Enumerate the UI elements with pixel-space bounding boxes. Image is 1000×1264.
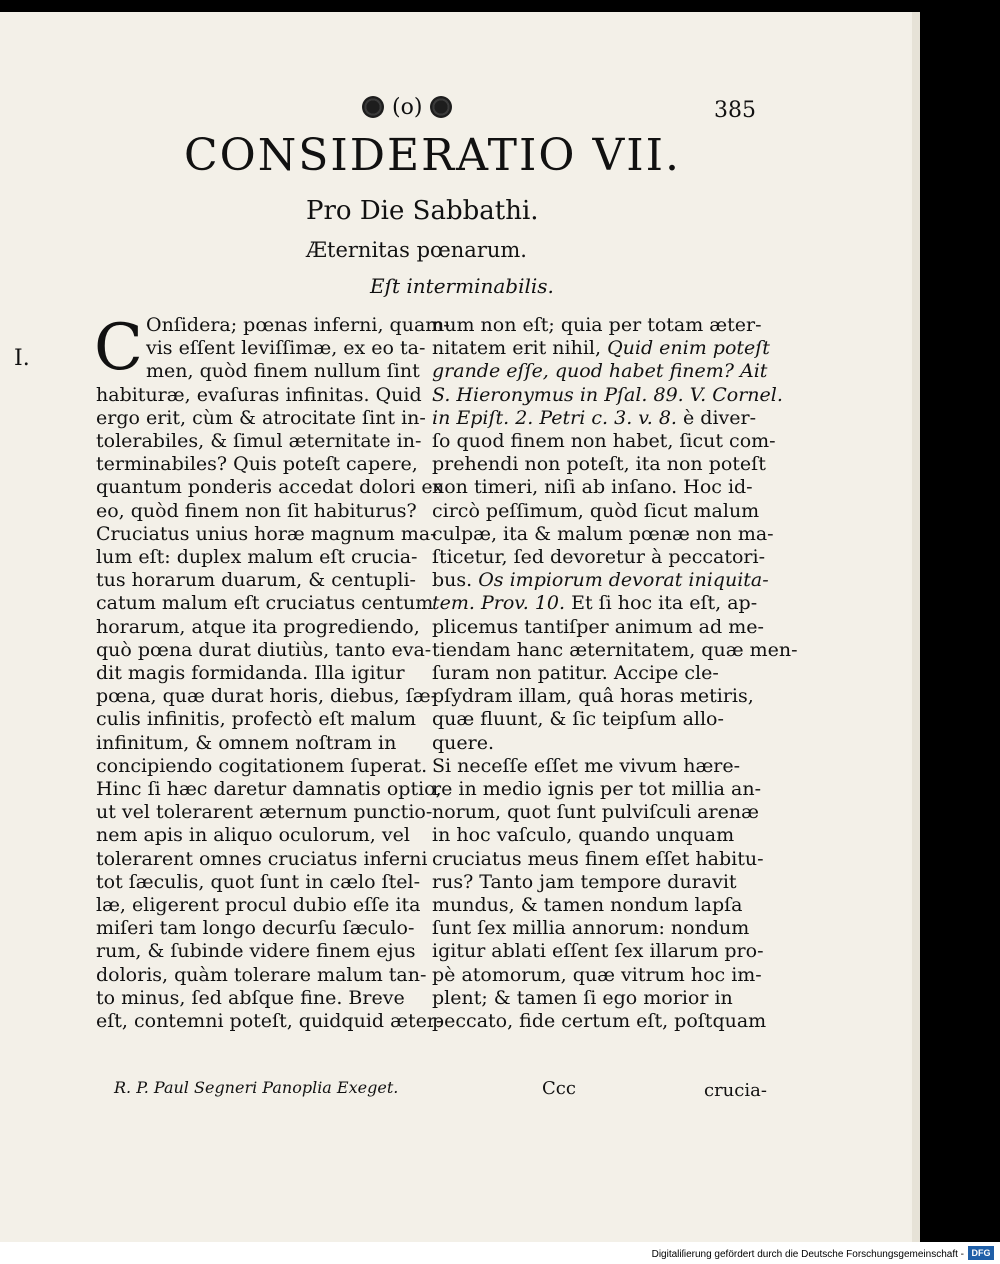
text-segment: num non eſt; quia per totam æter-: [432, 314, 762, 336]
text-line: ergo erit, cùm & atrocitate ſint in-: [96, 406, 426, 429]
page-header: [362, 92, 502, 122]
rosette-left-icon: [362, 96, 384, 118]
text-line: [432, 569, 769, 592]
text-segment: pè atomorum, quæ vitrum hoc im-: [432, 963, 762, 986]
text-line: dit magis formidanda. Illa igitur: [96, 662, 405, 685]
text-segment: plicemus tantiſper animum ad me-: [432, 615, 764, 638]
text-segment: ſticetur, ſed devoretur à peccatori-: [432, 546, 765, 569]
text-segment: è diver-: [676, 406, 757, 429]
text-line: [432, 848, 762, 871]
text-segment: peccato, fide certum eſt, poſtquam: [432, 1010, 767, 1033]
text-line: [432, 616, 762, 639]
text-segment: plent; & tamen ſi ego morior in: [432, 986, 733, 1009]
text-line: tolerarent omnes cruciatus inferni: [96, 847, 428, 870]
text-line: eo, quòd finem non ſit habiturus?: [96, 499, 417, 522]
text-line: [432, 824, 762, 847]
text-segment: igitur ablati eſſent ſex illarum pro-: [432, 940, 764, 963]
text-segment: rus? Tanto jam tempore duravit: [432, 870, 737, 893]
text-line: eſt, contemni poteſt, quidquid æter-: [96, 1010, 443, 1033]
text-segment: ſuram non patitur. Accipe cle-: [432, 662, 719, 685]
text-line: [432, 917, 762, 940]
digitization-footer: [0, 1242, 1000, 1264]
text-segment: grande eſſe, quod habet finem? Ait: [432, 360, 768, 383]
text-line: lum eſt: duplex malum eſt crucia-: [96, 546, 418, 569]
text-line: nem apis in aliquo oculorum, vel: [96, 824, 410, 847]
book-page: [0, 12, 920, 1242]
digitization-text: Digitaliſierung gefördert durch die Deutsche Forschungsgemeinschaft -: [651, 1249, 964, 1260]
text-line: [432, 522, 774, 546]
text-line: terminabiles? Quis poteſt capere,: [96, 453, 418, 476]
text-line: [432, 476, 762, 499]
subtitle: Pro Die Sabbathi.: [306, 196, 539, 226]
text-line: [432, 732, 762, 755]
text-line: [432, 337, 770, 360]
text-line: infinitum, & omnem noſtram in: [96, 731, 397, 754]
text-line: [432, 755, 762, 778]
text-segment: in Epiſt. 2. Petri c. 3. v. 8.: [432, 406, 677, 429]
text-line: [432, 500, 762, 523]
text-line: to minus, ſed abſque fine. Breve: [96, 986, 405, 1009]
text-line: tot ſæculis, quot ſunt in cælo ſtel-: [96, 870, 421, 893]
text-line: læ, eligerent procul dubio eſſe ita: [96, 894, 421, 917]
text-line: [432, 940, 762, 963]
right-column: [432, 314, 798, 1033]
text-segment: cruciatus meus finem eſſet habitu-: [432, 847, 764, 870]
text-line: Onſidera; pœnas inferni, quam-: [146, 314, 450, 336]
text-line: [432, 453, 766, 476]
text-line: vis eſſent leviſſimæ, ex eo ta-: [146, 337, 426, 360]
text-line: [432, 638, 798, 662]
text-line: [432, 871, 762, 894]
text-segment: re in medio ignis per tot millia an-: [432, 778, 761, 801]
text-segment: norum, quot ſunt pulviſculi arenæ: [432, 801, 759, 824]
text-segment: ſo quod finem non habet, ſicut com-: [432, 430, 776, 453]
page-title: CONSIDERATIO VII.: [184, 130, 681, 181]
text-segment: nitatem erit nihil,: [432, 337, 608, 360]
text-line: [432, 430, 776, 453]
drop-cap: C: [94, 311, 143, 385]
rosette-right-icon: [430, 96, 452, 118]
text-line: horarum, atque ita progrediendo,: [96, 615, 420, 638]
text-segment: tiendam hanc æternitatem, quæ men-: [432, 638, 798, 661]
text-line: [432, 662, 762, 685]
text-line: [432, 407, 762, 430]
left-column: [94, 311, 450, 1033]
text-line: [432, 360, 768, 383]
text-segment: in hoc vaſculo, quando unquam: [432, 824, 735, 847]
dfg-logo-icon: DFG: [968, 1246, 994, 1260]
catchword: crucia-: [704, 1080, 767, 1101]
text-segment: non timeri, niſi ab inſano. Hoc id-: [432, 476, 753, 499]
text-segment: Si neceſſe eſſet me vivum hære-: [432, 754, 741, 777]
header-center-text: (o): [392, 94, 423, 120]
text-segment: prehendi non poteſt, ita non poteſt: [432, 453, 766, 476]
italic-heading: Eſt interminabilis.: [370, 274, 554, 298]
text-line: [432, 546, 765, 569]
text-segment: quæ fluunt, & ſic teipſum allo-: [432, 708, 724, 731]
text-segment: bus.: [432, 569, 479, 592]
text-line: catum malum eſt cruciatus centum: [96, 592, 434, 615]
text-line: miſeri tam longo decurſu ſæculo-: [96, 917, 415, 940]
text-line: Hinc ſi hæc daretur damnatis optio,: [96, 778, 442, 801]
text-line: [432, 592, 762, 615]
text-line: [432, 964, 762, 987]
running-title: R. P. Paul Segneri Panoplia Exeget.: [114, 1078, 399, 1097]
text-line: [432, 708, 762, 731]
text-line: [432, 778, 762, 801]
text-line: habituræ, evaſuras infinitas. Quid: [96, 383, 422, 406]
text-line: tolerabiles, & ſimul æternitate in-: [96, 430, 422, 453]
text-segment: tem. Prov. 10.: [432, 592, 566, 615]
text-segment: circò peſſimum, quòd ſicut malum: [432, 499, 760, 522]
text-line: [432, 801, 762, 824]
text-segment: Os impiorum devorat iniquita-: [478, 569, 769, 592]
text-line: tus horarum duarum, & centupli-: [96, 569, 416, 592]
text-line: pœna, quæ durat horis, diebus, ſæ-: [96, 685, 438, 708]
text-line: [432, 987, 762, 1010]
text-line: men, quòd finem nullum ſint: [146, 360, 420, 383]
text-line: Cruciatus unius horæ magnum ma-: [96, 522, 437, 545]
text-segment: ſunt ſex millia annorum: nondum: [432, 917, 750, 940]
page-number: 385: [714, 98, 756, 123]
text-line: [432, 685, 762, 708]
text-line: quò pœna durat diutiùs, tanto eva-: [96, 638, 432, 661]
text-segment: mundus, & tamen nondum lapſa: [432, 894, 743, 917]
text-segment: quere.: [432, 731, 495, 754]
marginal-numeral: I.: [14, 346, 30, 371]
text-line: doloris, quàm tolerare malum tan-: [96, 963, 427, 986]
text-line: [432, 894, 762, 917]
text-line: culis infinitis, profectò eſt malum: [96, 708, 417, 731]
text-line: ut vel tolerarent æternum punctio-: [96, 801, 433, 824]
text-segment: pſydram illam, quâ horas metiris,: [432, 685, 754, 708]
text-line: [432, 314, 762, 337]
text-segment: S. Hieronymus in Pſal. 89. V. Cornel.: [432, 383, 783, 406]
text-line: rum, & ſubinde videre finem ejus: [96, 940, 416, 963]
subheading: Æternitas pœnarum.: [306, 238, 527, 262]
text-segment: culpæ, ita & malum pœnæ non ma-: [432, 522, 774, 545]
signature-mark: Ccc: [542, 1078, 576, 1099]
text-line: [432, 383, 783, 407]
text-line: quantum ponderis accedat dolori ex: [96, 476, 444, 499]
text-line: [432, 1010, 767, 1033]
text-line: concipiendo cogitationem ſuperat.: [96, 754, 428, 777]
text-segment: Et ſi hoc ita eſt, ap-: [565, 592, 758, 615]
text-segment: Quid enim poteſt: [607, 337, 770, 360]
